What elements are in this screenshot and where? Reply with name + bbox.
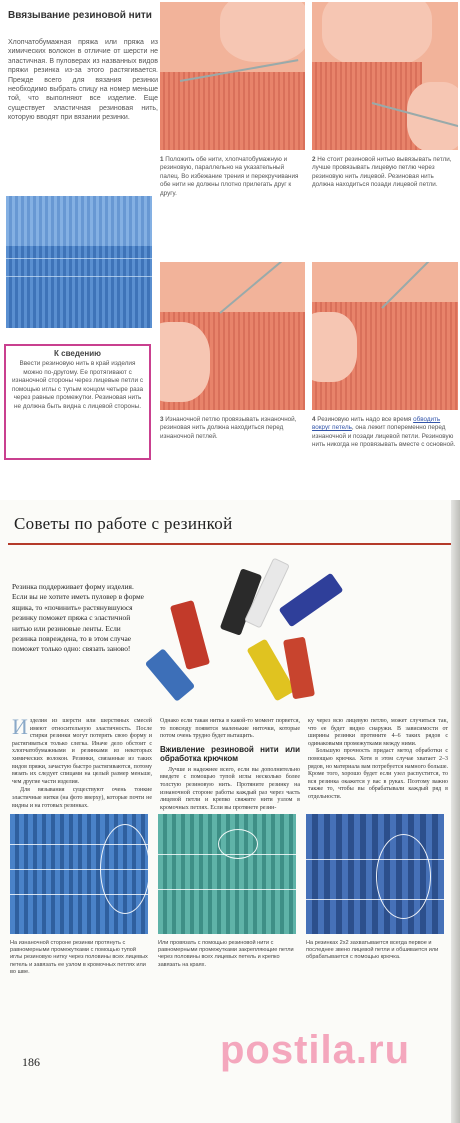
step-4-text-a: Резиновую нить надо все время [317, 416, 414, 423]
col2-subheading: Вживление резиновой нити или обработка крючком [160, 744, 300, 764]
step-1-number: 1 [160, 156, 164, 163]
caption-1: На изнаночной стороне резинки протянуть с равномерными промежутками с помощью тупой иглы резиновую нитку через половины всех лицевых петель и завязать ее узлом в кромочных петлях или во шве. [10, 940, 148, 975]
lead-text: Резинка поддерживает форму изделия. Если вы не хотите иметь пуловер в форме ящика, то «починить» растянувшуюся резинку поможет пряжа с эластичной нитью или резиновые ленты. Если резинка повреждена, то в этом случае поможет только одно: связать заново! [12, 582, 144, 654]
column-3 [308, 718, 448, 802]
step-4-underlined: обводить вокруг петель [312, 416, 441, 432]
col2-text-b: Лучше и надежнее всего, если вы дополнительно введете с помощью тупой иглы несколько более толстую резиновую нить. Протяните резинку на изнаночной стороне работы каждый раз через часть лицевой петли и крепко свяжите нити узлом в кромочных петлях. Если вы протянете резин- [160, 766, 300, 811]
blue-rib-photo [10, 814, 148, 934]
caption-2: Или провязать с помощью резиновой нити с равномерными промежутками закрепляющие петли через половины всех лицевых петель и крепко завязать на краях. [158, 940, 294, 968]
headline-rule [8, 543, 458, 545]
caption-3: На резинках 2х2 захватывается всегда первое и последнее звено лицевой петли и обшивается или обрабатывается с помощью крючка. [306, 940, 439, 961]
page-number: 186 [22, 1055, 40, 1069]
info-text: Ввести резиновую нить в край изделия можно по-другому. Ее протягивают с изнаночной стороны через лицевые петли с помощью иглы с тупым концом четыре раза через равные промежутки. Резиновая нить не должна быть видна с лицевой стороны. [11, 360, 144, 410]
step-3-number: 3 [160, 416, 164, 423]
intro-text: Хлопчатобумажная пряжа или пряжа из химических волокон в отличие от шерсти не эластичная. В пуловерах из названных видов пряжи резинка из-за этого растягивается. Прежде всего для вязания резинки необходимо выбрать спицу на номер меньше той, что выполняют все изделие. Еще существует эластичная резиновая нить, которую вводят при вязании резинки. [8, 39, 158, 122]
dropcap: И [12, 714, 28, 739]
bottom-page [0, 500, 460, 1123]
navy-rib-photo [306, 814, 444, 934]
info-title: К сведению [54, 349, 101, 358]
teal-rib-photo [158, 814, 296, 934]
step-3-photo [160, 262, 305, 410]
step-2-text: Не стоит резиновой нитью вывязывать петли, лучше провязывать лицевую петлю через резиновую нить лицевой. Резиновая нить должна находиться позади лицевой петли. [312, 156, 452, 189]
watermark: postila.ru [220, 1028, 411, 1072]
thread-spools-image [150, 550, 350, 715]
step-4-text-b: , она лежит попеременно перед изнаночной и позади лицевой петли. Резиновую нить никогда не провязывать вместе с основной. [312, 424, 456, 449]
step-3-text: Изнаночной петлю провязывать изнаночной, резиновая нить должна находиться перед изнаночной петлей. [160, 416, 297, 440]
page-edge [451, 500, 460, 1123]
step-4-number: 4 [312, 416, 316, 423]
blue-rib-swatch-image [6, 196, 152, 328]
col1-text-b: Для вязывания существуют очень тонкие эластичные нитки (на фото вверху), которые почти не видны и на готовых резинках. [12, 787, 152, 809]
step-4-photo [312, 262, 458, 410]
step-1-photo [160, 2, 305, 150]
col1-text: зделия из шерсти или шерстяных смесей имеют относительную эластичность. После стирки резинки могут потерять свою форму и растягиваться только слегка. Иначе дело обстоит с хлопчатобумажными и резинками из некоторых химических волокон. Резинки, связанные из таких видов пряжи, зачастую быстро растягиваются, потому вязать их следует спицами на целый размер меньше, чем другие части изделия. [12, 718, 152, 785]
column-1 [12, 714, 152, 810]
top-page [0, 0, 460, 500]
step-2-caption [312, 156, 457, 190]
step-1-text: Положить обе нити, хлопчатобумажную и резиновую, параллельно на указательный палец. Во избежание трения и перекручивания обе нити не должны плотно прилегать друг к другу. [160, 156, 299, 197]
step-4-caption [312, 416, 457, 450]
info-box [4, 344, 151, 460]
col3-text-a: ку через всю лицевую петлю, может случиться так, что ее будет видно снаружи. В зависимости от ширины резинки протяните 4–6 таких рядов с одинаковыми промежутками между ними. [308, 718, 448, 747]
step-2-photo [312, 2, 458, 150]
section-title: Ввязывание резиновой нити [8, 10, 152, 21]
headline: Советы по работе с резинкой [14, 514, 233, 533]
col3-text-b: Большую прочность придаст метод обработки с помощью крючка. Хотя в этом случае хватает 2–3 рядов, но материала вам потребуется намного больше. Кроме того, хорошо будет если узел распустится, то вся резинка окажется у вас в руках. Поэтому важно также то, чтобы вы обрабатывали каждый ряд в отдельности. [308, 748, 448, 800]
col2-text-a: Однако если такая нитка в какой-то момент порвется, то повсюду появятся маленькие ниточки, которые потом очень трудно будет вытащить. [160, 718, 300, 740]
step-3-caption [160, 416, 305, 441]
step-1-caption [160, 156, 305, 198]
column-2 [160, 718, 300, 812]
step-2-number: 2 [312, 156, 316, 163]
